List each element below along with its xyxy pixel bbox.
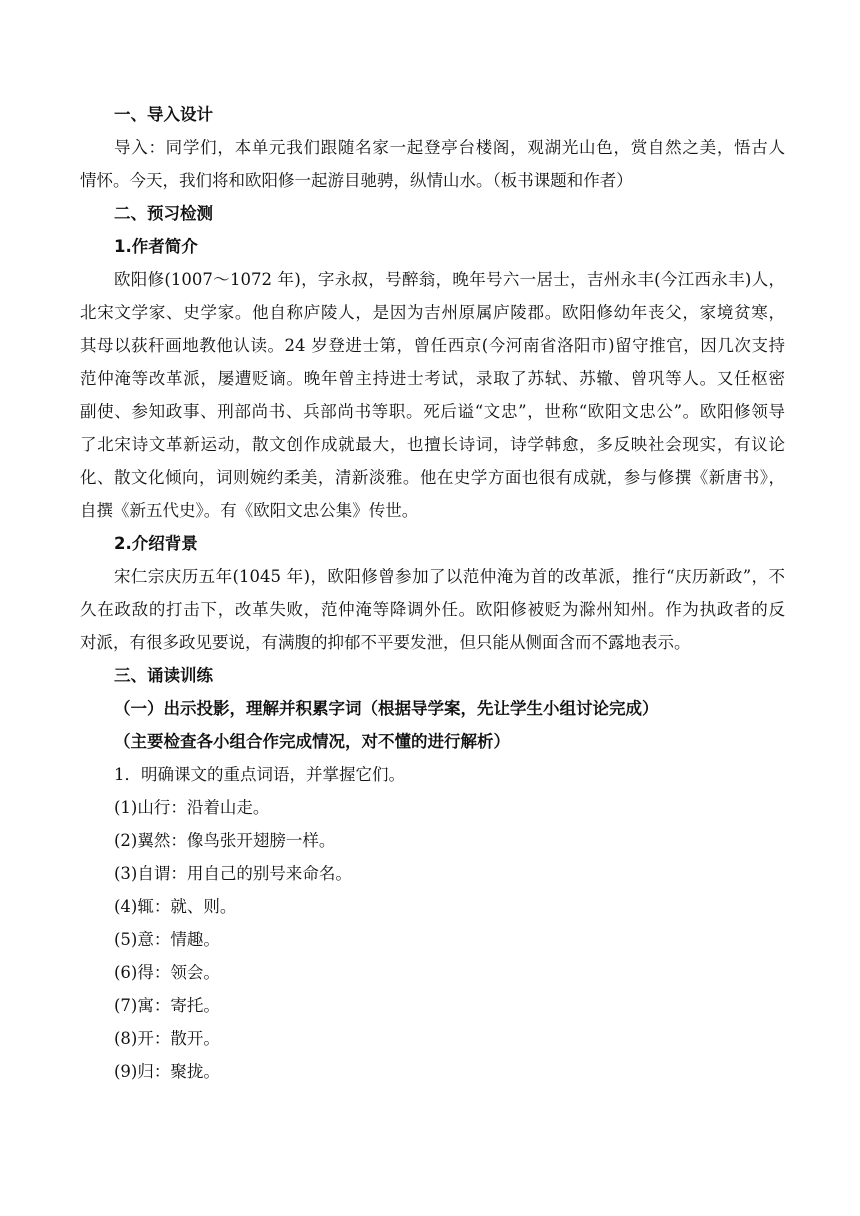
vocab-item: (2)翼然：像鸟张开翅膀一样。 (114, 831, 336, 850)
paragraph-line: 其母以荻秆画地教他认读。24 岁登进士第，曾任西京(今河南省洛阳市)留守推官，因几次支持 (80, 336, 785, 355)
paragraph-line: 范仲淹等改革派，屡遭贬谪。晚年曾主持进士考试，录取了苏轼、苏辙、曾巩等人。又任枢密 (80, 369, 785, 388)
vocab-item: (3)自谓：用自己的别号来命名。 (114, 864, 352, 883)
paragraph-line: 久在政敌的打击下，改革失败，范仲淹等降调外任。欧阳修被贬为滁州知州。作为执政者的反 (80, 600, 785, 619)
vocab-item: (5)意：情趣。 (114, 930, 220, 949)
paragraph-line: 副使、参知政事、刑部尚书、兵部尚书等职。死后谥“文忠”，世称“欧阳文忠公”。欧阳修领导 (80, 402, 785, 421)
vocab-item: (1)山行：沿着山走。 (114, 798, 270, 817)
bold-instruction: （主要检查各小组合作完成情况，对不懂的进行解析） (114, 732, 510, 751)
vocab-item: (7)寓：寄托。 (114, 996, 220, 1015)
paragraph-line: 对派，有很多政见要说，有满腹的抑郁不平要发泄，但只能从侧面含而不露地表示。 (80, 633, 691, 652)
subheading-author-profile: 1.作者简介 (114, 237, 198, 256)
document-page (80, 98, 785, 1088)
vocab-item: (4)辄：就、则。 (114, 897, 237, 916)
vocab-item: (8)开：散开。 (114, 1029, 220, 1048)
paragraph-line: 导入：同学们，本单元我们跟随名家一起登亭台楼阁，观湖光山色，赏自然之美，悟古人 (114, 138, 785, 157)
paragraph-line: 北宋文学家、史学家。他自称庐陵人，是因为吉州原属庐陵郡。欧阳修幼年丧父，家境贫寒， (80, 303, 785, 322)
section-heading-intro-design: 一、导入设计 (114, 105, 213, 124)
paragraph-line: 化、散文化倾向，词则婉约柔美，清新淡雅。他在史学方面也很有成就，参与修撰《新唐书》， (80, 468, 785, 487)
bold-instruction: （一）出示投影，理解并积累字词（根据导学案，先让学生小组讨论完成） (114, 699, 659, 718)
section-heading-preview-check: 二、预习检测 (114, 204, 213, 223)
section-heading-recitation: 三、诵读训练 (114, 666, 213, 685)
vocab-item: (9)归：聚拢。 (114, 1062, 220, 1081)
subheading-background: 2.介绍背景 (114, 534, 198, 553)
paragraph-line: 宋仁宗庆历五年(1045 年)，欧阳修曾参加了以范仲淹为首的改革派，推行“庆历新政”，不 (114, 567, 785, 586)
paragraph-line: 了北宋诗文革新运动，散文创作成就最大，也擅长诗词，诗学韩愈，多反映社会现实，有议论 (80, 435, 785, 454)
task-line: 1．明确课文的重点词语，并掌握它们。 (114, 765, 405, 784)
paragraph-line: 欧阳修(1007～1072 年)，字永叔，号醉翁，晚年号六一居士，吉州永丰(今江西永丰)人， (114, 270, 785, 289)
paragraph-line: 情怀。今天，我们将和欧阳修一起游目驰骋，纵情山水。（板书课题和作者） (80, 171, 633, 190)
vocab-item: (6)得：领会。 (114, 963, 220, 982)
paragraph-line: 自撰《新五代史》。有《欧阳文忠公集》传世。 (80, 501, 419, 520)
